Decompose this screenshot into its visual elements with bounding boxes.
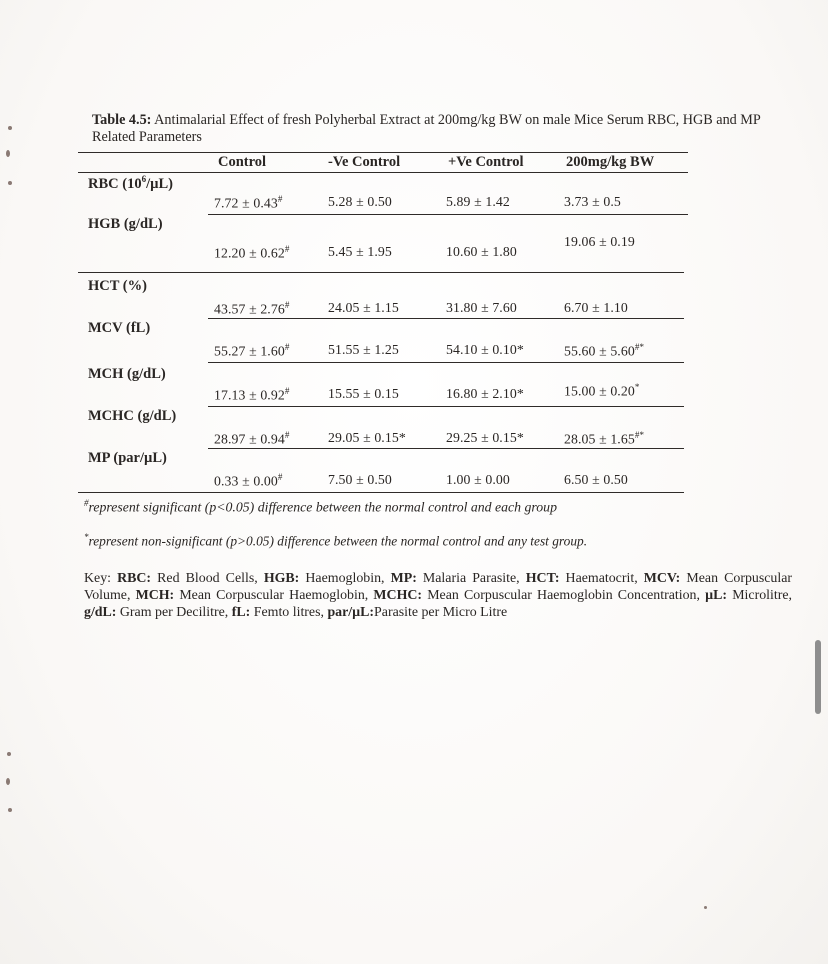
note-significant-text: represent significant (p<0.05) difference between the normal control and each group — [88, 499, 557, 515]
cell-superscript: # — [277, 194, 283, 204]
table-cell — [446, 194, 510, 210]
key-definition: Femto litres, — [250, 605, 328, 620]
table-cell — [564, 300, 628, 316]
vertical-scrollbar[interactable] — [815, 640, 821, 714]
cell-value: 43.57 ± 2.76 — [214, 301, 285, 317]
column-header-200mg: 200mg/kg BW — [566, 154, 655, 170]
row-label-mch: MCH (g/dL) — [88, 366, 166, 382]
table-cell — [214, 300, 289, 318]
cell-value: 19.06 ± 0.19 — [564, 234, 635, 249]
key-abbreviation: g/dL: — [84, 605, 117, 620]
scan-speck — [6, 150, 10, 157]
row-label-mp: MP (par/µL) — [88, 450, 167, 466]
key-definition: Malaria Parasite, — [416, 571, 526, 586]
table-cell — [328, 194, 392, 210]
note-nonsignificant-mark: * — [84, 532, 89, 542]
key-definition: Mean Corpuscular Haemoglobin, — [174, 588, 374, 603]
key-abbreviation: HGB: — [263, 571, 300, 586]
row-label-mcv: MCV (fL) — [88, 320, 151, 336]
table-rule — [208, 214, 688, 215]
table-rule — [78, 272, 684, 273]
table-cell — [446, 430, 524, 446]
table-cell — [446, 300, 517, 316]
note-significant — [84, 498, 799, 516]
table-cell — [328, 342, 399, 358]
cell-value: 10.60 ± 1.80 — [446, 244, 517, 259]
table-cell — [214, 194, 282, 212]
cell-value: 5.45 ± 1.95 — [328, 244, 392, 259]
table-cell — [564, 430, 644, 448]
cell-value: 55.27 ± 1.60 — [214, 343, 285, 359]
table-cell — [328, 244, 392, 260]
key-abbreviation: MP: — [390, 571, 417, 586]
cell-value: 29.05 ± 0.15* — [328, 430, 406, 445]
table-cell — [564, 342, 644, 360]
key-abbreviation: RBC: — [117, 571, 152, 586]
key-definition: Gram per Decilitre, — [116, 605, 232, 620]
row-label-text: RBC (10 — [88, 175, 142, 192]
cell-value: 16.80 ± 2.10* — [446, 386, 524, 401]
table-rule — [208, 448, 684, 449]
cell-value: 6.70 ± 1.10 — [564, 300, 628, 315]
cell-value: 7.50 ± 0.50 — [328, 472, 392, 487]
cell-value: 31.80 ± 7.60 — [446, 300, 517, 315]
key-definition: Haematocrit, — [559, 571, 644, 586]
column-header-negative-control: -Ve Control — [328, 154, 401, 170]
key-intro: Key: — [84, 571, 112, 586]
cell-superscript: # — [284, 342, 290, 352]
column-header-control: Control — [218, 154, 267, 170]
table-cell — [214, 386, 289, 404]
table-cell — [446, 472, 510, 488]
row-label-hct: HCT (%) — [88, 278, 147, 294]
cell-value: 55.60 ± 5.60 — [564, 343, 635, 359]
cell-value: 28.97 ± 0.94 — [214, 431, 285, 447]
cell-value: 54.10 ± 0.10* — [446, 342, 524, 357]
table-cell — [564, 472, 628, 488]
table-cell — [328, 472, 392, 488]
note-nonsignificant-text: represent non-significant (p>0.05) difference between the normal control and any test group. — [88, 533, 588, 549]
row-label-mchc: MCHC (g/dL) — [88, 408, 177, 424]
table-rule — [208, 406, 684, 407]
cell-superscript: * — [634, 382, 640, 392]
cell-superscript: # — [284, 300, 290, 310]
cell-value: 28.05 ± 1.65 — [564, 431, 635, 447]
cell-superscript: # — [284, 244, 290, 254]
cell-value: 51.55 ± 1.25 — [328, 342, 399, 357]
cell-value: 15.00 ± 0.20 — [564, 383, 635, 399]
cell-value: 5.89 ± 1.42 — [446, 194, 510, 209]
scan-speck — [704, 906, 707, 909]
table-rule — [78, 492, 684, 493]
note-significant-mark: # — [84, 498, 89, 508]
table-cell — [564, 382, 639, 400]
key-items — [84, 571, 792, 620]
key-abbreviation: µL: — [705, 588, 728, 603]
scan-speck — [8, 181, 12, 185]
cell-value: 15.55 ± 0.15 — [328, 386, 399, 401]
key-definition: Red Blood Cells, — [151, 571, 264, 586]
note-nonsignificant — [84, 532, 799, 549]
table-cell — [564, 234, 635, 250]
table-cell — [446, 244, 517, 260]
table-cell — [214, 430, 289, 448]
key-definition: Mean Corpuscular Volume, — [84, 571, 792, 603]
table-cell — [564, 194, 621, 210]
table-rule — [208, 318, 684, 319]
row-label-end: /µL) — [146, 175, 173, 192]
key-abbreviation: MCH: — [135, 588, 175, 603]
cell-superscript: #* — [634, 342, 645, 352]
abbreviation-key — [84, 570, 792, 621]
key-abbreviation: MCHC: — [373, 588, 423, 603]
caption-text: Antimalarial Effect of fresh Polyherbal Extract at 200mg/kg BW on male Mice Serum RBC, HGB and MP Related Parameters — [92, 112, 761, 145]
column-header-positive-control: +Ve Control — [448, 154, 524, 170]
key-definition: Parasite per Micro Litre — [374, 605, 508, 620]
caption-label: Table 4.5: — [92, 112, 152, 128]
key-abbreviation: par/µL: — [327, 605, 375, 620]
key-abbreviation: MCV: — [643, 571, 681, 586]
key-abbreviation: HCT: — [525, 571, 560, 586]
scan-speck — [8, 126, 12, 130]
table-cell — [214, 244, 289, 262]
cell-value: 1.00 ± 0.00 — [446, 472, 510, 487]
scan-speck — [7, 752, 11, 756]
data-table — [78, 106, 798, 506]
scan-speck — [6, 778, 10, 785]
key-definition: Haemoglobin, — [299, 571, 391, 586]
cell-superscript: # — [277, 472, 283, 482]
key-definition: Microlitre, — [727, 588, 792, 603]
cell-value: 24.05 ± 1.15 — [328, 300, 399, 315]
cell-value: 12.20 ± 0.62 — [214, 245, 285, 261]
cell-value: 7.72 ± 0.43 — [214, 195, 278, 211]
cell-superscript: #* — [634, 430, 645, 440]
cell-value: 5.28 ± 0.50 — [328, 194, 392, 209]
table-cell — [446, 386, 524, 402]
cell-value: 0.33 ± 0.00 — [214, 473, 278, 489]
row-label-sup: 6 — [141, 174, 147, 184]
key-definition: Mean Corpuscular Haemoglobin Concentration, — [422, 588, 706, 603]
table-rule — [208, 362, 684, 363]
key-abbreviation: fL: — [231, 605, 251, 620]
table-cell — [328, 386, 399, 402]
cell-superscript: # — [284, 430, 290, 440]
table-cell — [446, 342, 524, 358]
cell-value: 6.50 ± 0.50 — [564, 472, 628, 487]
cell-superscript: # — [284, 386, 290, 396]
table-cell — [214, 342, 289, 360]
table-cell — [214, 472, 282, 490]
row-label-hgb: HGB (g/dL) — [88, 216, 163, 232]
table-cell — [328, 430, 406, 446]
cell-value: 29.25 ± 0.15* — [446, 430, 524, 445]
cell-value: 3.73 ± 0.5 — [564, 194, 621, 209]
table-cell — [328, 300, 399, 316]
scan-speck — [8, 808, 12, 812]
cell-value: 17.13 ± 0.92 — [214, 387, 285, 403]
row-label-rbc — [88, 174, 173, 193]
